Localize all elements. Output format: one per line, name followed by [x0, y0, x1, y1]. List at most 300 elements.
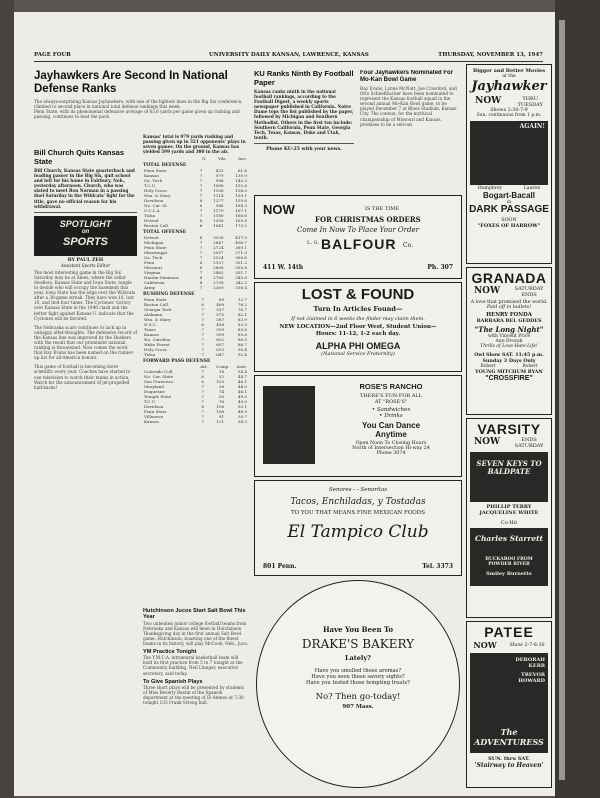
- varsity-star3: Smiley Burnette: [486, 571, 532, 577]
- stat-cell: 2765: [213, 275, 224, 281]
- stat-cell: 54.4: [237, 369, 247, 375]
- varsity-film: SEVEN KEYS TO BALDPATE: [476, 459, 542, 476]
- stat-cell: 602: [216, 337, 225, 343]
- stat-cell: 86.0: [237, 337, 247, 343]
- church-headline: Bill Church Quits Kansas State: [34, 149, 125, 166]
- drakes-q3: Have you tested those tempting treats?: [306, 680, 410, 686]
- stat-cell: 7: [199, 255, 203, 261]
- stat-cell: 92.4: [237, 352, 247, 358]
- team-cell: Davidson: [144, 198, 164, 204]
- stat-cell: 7: [201, 337, 204, 343]
- stat-cell: 169.8: [235, 218, 247, 224]
- left-column: [34, 149, 137, 796]
- stat-cell: 7: [201, 347, 204, 353]
- stat-cell: 575: [216, 312, 225, 318]
- stat-cell: 158.0: [235, 188, 247, 194]
- stat-cell: 7: [199, 240, 203, 246]
- roses-item2-text: Drinks: [384, 413, 403, 419]
- stat-cell: 83.0: [237, 322, 247, 328]
- tampico-line1: Tacos, Enchiladas, y Tostadas: [290, 497, 426, 507]
- drakes-line2: Lately?: [345, 654, 371, 662]
- lost-found-subtitle: Turn In Articles Found—: [313, 305, 403, 313]
- stat-cell: 6: [201, 374, 204, 380]
- news-phone-note: Phone KU-25 with your news.: [266, 146, 342, 152]
- stat-cell: 1277: [213, 198, 224, 204]
- dancing-couple-image: [263, 386, 315, 464]
- stat-cell: 996: [215, 178, 224, 184]
- team-cell: Holy Cross: [144, 347, 167, 353]
- roses-item1: • Sandwiches: [371, 407, 411, 413]
- hutchinson-headline: Hutchinson Jucos Start Salt Bowl This Year: [143, 608, 246, 621]
- granada-star2: BARBARA BEL GEDDES: [476, 318, 542, 324]
- lead-story: [34, 70, 248, 119]
- col-games: G.: [202, 156, 207, 162]
- team-cell: Detroit: [144, 235, 159, 241]
- star-first-name-1: Humphrey: [477, 186, 503, 191]
- team-cell: Michigan: [144, 240, 164, 246]
- patee-theater-ad: [466, 621, 552, 788]
- jayhawker-now: NOW: [475, 96, 502, 106]
- spotlight-body: The most interesting game in the Big Six Saturday may be at Ames, where the cellar dwellers, Kansas State and Iowa State, tangle to decide who will occupy the basement this year. Iowa State has the edge over the Wildcats after a 30-game streak. They have won 16, lost 10, and tied four times. The Cyclones' victory over Kansas State in the 1946 clash and the better fight against Kansas U. indicate that the Cyclones will be favored.: [34, 269, 136, 321]
- stat-cell: 7: [201, 327, 204, 333]
- stat-cell: 83.9: [237, 317, 247, 323]
- balfour-now: NOW: [263, 202, 295, 217]
- stat-cell: 46.1: [237, 379, 247, 385]
- stat-cell: 7: [199, 245, 203, 251]
- stat-cell: 7: [201, 409, 204, 415]
- team-cell: Tulsa: [144, 213, 156, 219]
- ku-ranks-story: [254, 70, 354, 190]
- team-cell: Penn: [144, 260, 155, 266]
- nominated-story: [360, 70, 462, 190]
- stat-cell: 350.8: [235, 265, 247, 271]
- stat-cell: 103: [216, 379, 225, 385]
- balfour-name: BALFOUR: [321, 236, 397, 252]
- stat-cell: 2597: [213, 250, 224, 256]
- team-cell: Boston Coll.: [144, 223, 170, 229]
- jayhawker-stars: Bogart-Bacall: [482, 191, 535, 200]
- stat-cell: 168.6: [235, 213, 247, 219]
- stat-cell: 1180: [213, 213, 224, 219]
- balfour-address: 411 W. 14th: [263, 264, 304, 271]
- stat-cell: 6: [199, 260, 203, 266]
- balfour-line3: Come In Now To Place Your Order: [297, 226, 419, 234]
- team-cell: California: [144, 280, 165, 286]
- granada-theater-ad: [466, 267, 552, 415]
- stat-cell: 7: [199, 173, 203, 179]
- stat-cell: 90.4: [237, 347, 247, 353]
- team-cell: Detroit: [144, 218, 159, 224]
- stat-cell: 49.0: [237, 394, 247, 400]
- stat-cell: 1068: [213, 183, 224, 189]
- stat-cell: 1358: [213, 218, 224, 224]
- stat-cell: 152.6: [235, 183, 247, 189]
- tampico-name: El Tampico Club: [287, 522, 429, 542]
- stat-cell: 7: [199, 168, 203, 174]
- stat-cell: 2524: [213, 255, 224, 261]
- stat-cell: 142.3: [235, 178, 247, 184]
- stat-cell: 159.1: [235, 193, 247, 199]
- patee-star2: TREVOR HOWARD: [518, 672, 545, 684]
- stat-cell: 6: [199, 223, 203, 229]
- jayhawker-film-in: in: [506, 200, 512, 205]
- stat-cell: 49.0: [237, 399, 247, 405]
- drakes-address: 907 Mass.: [342, 704, 374, 710]
- team-cell: Holy Cross: [144, 188, 167, 194]
- newspaper-page: [14, 12, 555, 796]
- stat-cell: 7: [199, 208, 203, 214]
- stat-cell: 85.6: [237, 332, 247, 338]
- nominated-body: Ray Evans, Lynne McNutt, Joe Crawford, and Otto Schnellbacher have been nominated to represent the Kansas football squad in the second annual Mo-Kan Bowl game, to be played December 7 at Blues Stadium, Kansas City. The contest, for the mythical championship of Missouri and Kansas, promises to be a sell-out.: [360, 86, 457, 127]
- stat-cell: 360.6: [235, 255, 247, 261]
- team-cell: Virginia: [144, 270, 161, 276]
- team-cell: No. Carolina: [144, 337, 171, 343]
- ymca-headline: YM Practice Tonight: [143, 649, 197, 656]
- issue-date: THURSDAY, NOVEMBER 13, 1947: [438, 52, 543, 58]
- total-offense-table: [143, 235, 248, 290]
- stat-cell: 6: [201, 302, 204, 308]
- team-cell: Boston Coll.: [144, 302, 170, 308]
- team-cell: No. Car. St.: [144, 203, 169, 209]
- stat-cell: 7: [199, 188, 203, 194]
- stat-cell: 159.6: [235, 198, 247, 204]
- stat-cell: 1041: [213, 223, 224, 229]
- binding-right-edge: [555, 0, 600, 798]
- stat-cell: 2738: [213, 280, 224, 286]
- col-att: Att.: [200, 364, 208, 370]
- team-cell: Kansas: [144, 419, 159, 425]
- stat-cell: 6: [201, 379, 204, 385]
- stat-cell: 351.7: [235, 270, 247, 276]
- jayhawker-name: Jayhawker: [471, 79, 547, 94]
- roses-title: ROSE'S RANCHO: [359, 382, 423, 391]
- stat-cell: 2107: [213, 260, 224, 266]
- stat-cell: 7: [201, 414, 204, 420]
- drakes-q1: Have you smelled those aromas?: [314, 668, 402, 674]
- church-body: Bill Church, Kansas State quarterback and leading passer in the Big Six, quit school and left for his home in Fairbury, Neb., yesterday afternoon. Church, who was slated to meet Ron Norman in a passing duel Saturday in the Wildcats' fight for the title, gave no official reason for his withdrawal.: [34, 168, 135, 209]
- spotlight-logo: [34, 216, 137, 256]
- jayhawker-at: at the: [502, 74, 516, 79]
- stat-cell: 2847: [213, 240, 224, 246]
- stat-cell: 50.1: [237, 404, 247, 410]
- stat-cell: 599: [216, 327, 225, 333]
- team-cell: Maryland: [144, 384, 164, 390]
- stat-cell: 8: [199, 235, 203, 241]
- total-defense-table: [143, 168, 248, 228]
- lost-found-line1: If not claimed in 6 weeks the finder may claim them.: [291, 316, 425, 322]
- el-tampico-ad: [254, 480, 462, 576]
- lost-found-title: LOST & FOUND: [301, 286, 415, 303]
- stat-cell: 7: [201, 394, 204, 400]
- roses-rancho-ad: [254, 375, 462, 477]
- stat-cell: 91: [218, 414, 225, 420]
- team-cell: Wm. & Mary: [144, 193, 171, 199]
- col-aver: Aver.: [236, 364, 247, 370]
- stat-cell: 7: [201, 297, 204, 303]
- varsity-cohit: Co-Hit: [500, 520, 518, 526]
- stat-cell: 7: [201, 369, 204, 375]
- stat-cell: 7: [201, 352, 204, 358]
- stat-cell: 76: [218, 399, 225, 405]
- stat-cell: 7: [199, 285, 203, 291]
- granada-name: GRANADA: [471, 270, 547, 286]
- stat-cell: 82.1: [237, 312, 247, 318]
- varsity-star2: JACQUELINE WHITE: [479, 510, 539, 516]
- roses-dance2: Anytime: [375, 430, 407, 439]
- stat-cell: 647: [216, 352, 225, 358]
- balfour-line1: IS THE TIME: [365, 206, 400, 212]
- stat-cell: 2724: [213, 245, 224, 251]
- baldpate-poster: [470, 452, 548, 502]
- stat-cell: 2462: [213, 270, 224, 276]
- stat-cell: 6: [199, 203, 203, 209]
- stat-cell: 537: [216, 307, 225, 313]
- stat-cell: 1170: [213, 208, 224, 214]
- tampico-address: 801 Penn.: [263, 563, 297, 570]
- divider: [34, 212, 137, 213]
- granada-now: NOW: [473, 286, 501, 296]
- stat-cell: 3336: [213, 235, 224, 241]
- stat-cell: 106: [216, 404, 225, 410]
- roses-hours: Open Noon To Closing Hours: [355, 441, 427, 446]
- stats-header: [143, 156, 248, 161]
- team-cell: Alabama: [144, 312, 163, 318]
- stat-cell: 7: [199, 183, 203, 189]
- stat-cell: 52: [218, 374, 225, 380]
- stat-cell: 167.1: [235, 208, 247, 214]
- stat-cell: 371.0: [235, 250, 247, 256]
- stat-cell: 74: [218, 389, 225, 395]
- stat-cell: 121: [216, 419, 225, 425]
- lost-found-hours: Hours: 11-12, 1-2 each day.: [315, 331, 401, 337]
- stat-cell: 8: [199, 280, 203, 286]
- stat-cell: 44.7: [237, 374, 247, 380]
- stat-cell: 54.3: [237, 419, 247, 425]
- lost-found-sponsor-sub: (National Service Fraternity): [321, 351, 395, 357]
- granada-sunday: Sunday 3 Days Only: [482, 358, 536, 364]
- binding-left-edge: [0, 0, 14, 798]
- team-cell: Ga. Tech: [144, 178, 163, 184]
- stat-cell: 469: [216, 302, 225, 308]
- team-cell: Army: [144, 285, 156, 291]
- varsity-name: VARSITY: [477, 421, 541, 437]
- team-cell: N.S.C.: [144, 322, 157, 328]
- spotlight-logo-line2: on: [81, 228, 90, 235]
- tampico-greeting: Senores - - Senoritas: [328, 487, 388, 493]
- jayhawker-day: TUESDAY: [517, 102, 543, 108]
- briefs-column: [143, 608, 248, 796]
- stat-cell: 173.5: [235, 223, 247, 229]
- team-cell: Wm. & Mary: [144, 317, 171, 323]
- patee-film2: 'Stairway to Heaven': [474, 762, 544, 769]
- stat-cell: 417.0: [235, 235, 247, 241]
- total-offense-row: [143, 285, 248, 290]
- lead-headline: Jayhawkers Are Second In National Defense Ranks: [34, 70, 228, 95]
- stat-cell: 7: [199, 178, 203, 184]
- granada-star1: HENRY FONDA: [486, 312, 532, 318]
- stats-column: [143, 134, 248, 604]
- stat-cell: 7: [201, 419, 204, 425]
- nominated-headline: Four Jayhawkers Nominated For Mo-Kan Bowl Game: [360, 70, 454, 83]
- stat-cell: 389.1: [235, 245, 247, 251]
- hutchinson-body: Two unbeaten junior college football teams from Nebraska and Kansas will meet in Hutchinson Thanksgiving day in the first annual Salt Bowl game. Hutchinson, boasting one of the finest teams in its history, will play McCook, Neb., juco.: [143, 620, 248, 647]
- varsity-theater-ad: [466, 418, 552, 618]
- stat-cell: 979: [215, 173, 224, 179]
- balfour-ad: [254, 195, 462, 279]
- team-cell: Wake Forest: [144, 342, 170, 348]
- team-cell: Texas: [144, 327, 156, 333]
- team-cell: Tulsa: [144, 352, 156, 358]
- team-cell: No. Car. State: [144, 374, 174, 380]
- lead-intro: The always-surprising Kansas Jayhawkers, with one of the lightest lines in the Big Six conference, climbed to second place in national total defense rankings this week.: [34, 99, 243, 110]
- byline-title: Assistant Sports Editor: [60, 262, 111, 268]
- rushing-defense-label: RUSHING DEFENSE: [143, 292, 195, 298]
- patee-now: NOW: [473, 640, 497, 650]
- stat-cell: 7: [201, 312, 204, 318]
- team-cell: Kansas: [144, 332, 159, 338]
- granada-line1: A love that promised the world.: [470, 300, 548, 305]
- stat-cell: 2806: [213, 265, 224, 271]
- stat-cell: 85.6: [237, 327, 247, 333]
- jayhawker-soon: "FOXES OF HARROW": [477, 223, 541, 229]
- tampico-line2: TO YOU THAT MEANS FINE MEXICAN FOODS: [290, 510, 425, 516]
- drakes-q2: Have you seen those savory sights?: [311, 674, 405, 680]
- balfour-line2: FOR CHRISTMAS ORDERS: [315, 215, 421, 224]
- granada-with1: with Vincent Price: [487, 334, 531, 339]
- team-cell: Mississippi: [144, 250, 168, 256]
- stat-cell: 8: [199, 265, 203, 271]
- stat-cell: 7: [201, 332, 204, 338]
- team-cell: Penn State: [144, 409, 167, 415]
- jayhawker-again: AGAIN!: [519, 123, 545, 130]
- total-defense-label: TOTAL DEFENSE: [143, 163, 187, 169]
- stat-cell: 86.7: [237, 342, 247, 348]
- divider: [254, 143, 354, 144]
- stat-cell: 8: [199, 275, 203, 281]
- stat-cell: 7: [201, 389, 204, 395]
- lost-found-sponsor: ALPHA PHI OMEGA: [315, 341, 401, 351]
- team-cell: T.C.U.: [144, 399, 157, 405]
- rushing-defense-row: [143, 352, 248, 357]
- granada-tagline: Thrills of Love-Hate-Life!: [480, 344, 538, 349]
- stat-cell: 164.3: [235, 203, 247, 209]
- team-cell: Colorado Coll.: [144, 369, 174, 375]
- stat-cell: 7: [199, 213, 203, 219]
- team-cell: San Francisco: [144, 379, 174, 385]
- stat-cell: 44.0: [237, 384, 247, 390]
- granada-with2: Ann Dvorak: [495, 339, 523, 344]
- jayhawker-thru: THRU: [522, 96, 539, 102]
- roses-line2: AT "ROSE'S": [374, 399, 408, 405]
- bogart-bacall-image: [470, 121, 548, 185]
- jayhawker-sunday: Sun. continuous from 1 p.m.: [476, 113, 542, 118]
- granada-film2: "CROSSFIRE": [485, 375, 533, 382]
- patee-name: PATEE: [484, 624, 534, 640]
- roses-location: North of Intersection Hi-way 24: [352, 446, 430, 451]
- rushing-defense-table: [143, 297, 248, 357]
- drakes-title: DRAKE'S BAKERY: [301, 637, 415, 651]
- stat-cell: 2369: [213, 285, 224, 291]
- star-first-name-2: Lauren: [523, 186, 541, 191]
- stat-cell: 351.2: [235, 260, 247, 266]
- stat-cell: 50: [218, 394, 225, 400]
- varsity-star1: PHILLIP TERRY: [486, 504, 532, 510]
- balfour-suffix: Co.: [403, 242, 414, 249]
- page-number-label: PAGE FOUR: [34, 52, 71, 58]
- jayhawker-film: DARK PASSAGE: [469, 204, 549, 215]
- kansas-paragraph: Kansas' total is 979 yards rushing and passing given up in 321 opponents' plays in seven games. On the ground, Kansas has yielded 599 yards and 380 in the air.: [143, 134, 246, 155]
- spotlight-body-3: This game of football is becoming more scientific every year. Coaches have started to use television to watch their teams in action. Watch for the announcement of jet-propelled half-backs!: [34, 364, 131, 390]
- stat-cell: 431: [215, 168, 224, 174]
- varsity-ends: ENDS SATURDAY: [514, 437, 544, 449]
- starrett-poster: [470, 528, 548, 586]
- stat-cell: 76.7: [237, 307, 247, 313]
- stat-cell: 139.9: [235, 173, 247, 179]
- stat-cell: 342.3: [235, 280, 247, 286]
- patee-sun: SUN. thru SAT.: [488, 756, 530, 762]
- spotlight-logo-line1: SPOTLIGHT: [59, 218, 112, 229]
- stat-cell: 498: [216, 322, 225, 328]
- stat-cell: 986: [215, 203, 224, 209]
- varsity-film2b: BUCKAROO FROM POWDER RIVER: [485, 557, 533, 567]
- stat-cell: 7: [201, 307, 204, 313]
- team-cell: Penn State: [144, 245, 167, 251]
- total-defense-row: [143, 223, 248, 228]
- jayhawker-soon-label: SOON: [501, 218, 517, 223]
- roses-item1-text: Sandwiches: [376, 407, 411, 413]
- stat-cell: 18: [218, 369, 225, 375]
- stat-cell: 50.7: [237, 414, 247, 420]
- drakes-line1: Have You Been To: [322, 625, 394, 634]
- drakes-bakery-ad: [256, 580, 460, 788]
- stat-cell: 106: [216, 409, 225, 415]
- stat-cell: 7: [201, 384, 204, 390]
- stat-cell: 48.1: [237, 389, 247, 395]
- jayhawker-theater-ad: [466, 64, 552, 264]
- team-cell: Hardin-Simmons: [144, 275, 179, 281]
- lost-found-ad: [254, 282, 462, 372]
- lost-found-line2: NEW LOCATION—2nd Floor West, Student Union—: [279, 324, 437, 330]
- stat-cell: 7: [201, 399, 204, 405]
- stat-cell: 7: [199, 193, 203, 199]
- stat-cell: 48.9: [237, 409, 247, 415]
- stat-cell: 7: [201, 317, 204, 323]
- stat-cell: 38: [218, 384, 225, 390]
- team-cell: Temple State: [144, 394, 172, 400]
- spotlight-body-2: The Nebraska scare continues to lack up in unhappy after-thoughts. The defensive record of the Kansas line was improved by the Huskers with the result that our prominent national ranking is threatened. Now comes the word that Ray Evans has been named on the runner-up list for all-America honors.: [34, 324, 137, 361]
- forward-pass-table: [143, 369, 248, 424]
- stat-cell: 587: [216, 317, 225, 323]
- patee-film: The ADVENTURESS: [474, 727, 544, 747]
- lead-intro-2: Penn State, with its phenomenal defensive average of 63.6 yards per game given up rushing and passing, continues to lead the pack.: [34, 109, 240, 120]
- balfour-phone: Ph. 307: [427, 264, 453, 271]
- stat-cell: 633: [216, 347, 225, 353]
- stat-cell: 1106: [213, 188, 224, 194]
- stat-cell: 8: [199, 218, 203, 224]
- stat-cell: 607: [216, 342, 225, 348]
- stat-cell: 61.6: [237, 168, 247, 174]
- spanish-headline: To Give Spanish Plays: [143, 678, 203, 685]
- stat-cell: 599: [216, 332, 225, 338]
- varsity-film2: Charles Starrett: [474, 534, 544, 543]
- page-masthead: [34, 52, 543, 62]
- roses-phone: Phone 3074: [376, 451, 406, 456]
- drakes-cta: No? Then go-today!: [315, 692, 401, 702]
- col-yards: Yds.: [217, 156, 227, 162]
- team-cell: Missouri: [144, 265, 163, 271]
- jayhawker-shows: Shows 2:30-7-9: [490, 108, 528, 113]
- forward-pass-label: FORWARD PASS DEFENSE: [143, 359, 211, 365]
